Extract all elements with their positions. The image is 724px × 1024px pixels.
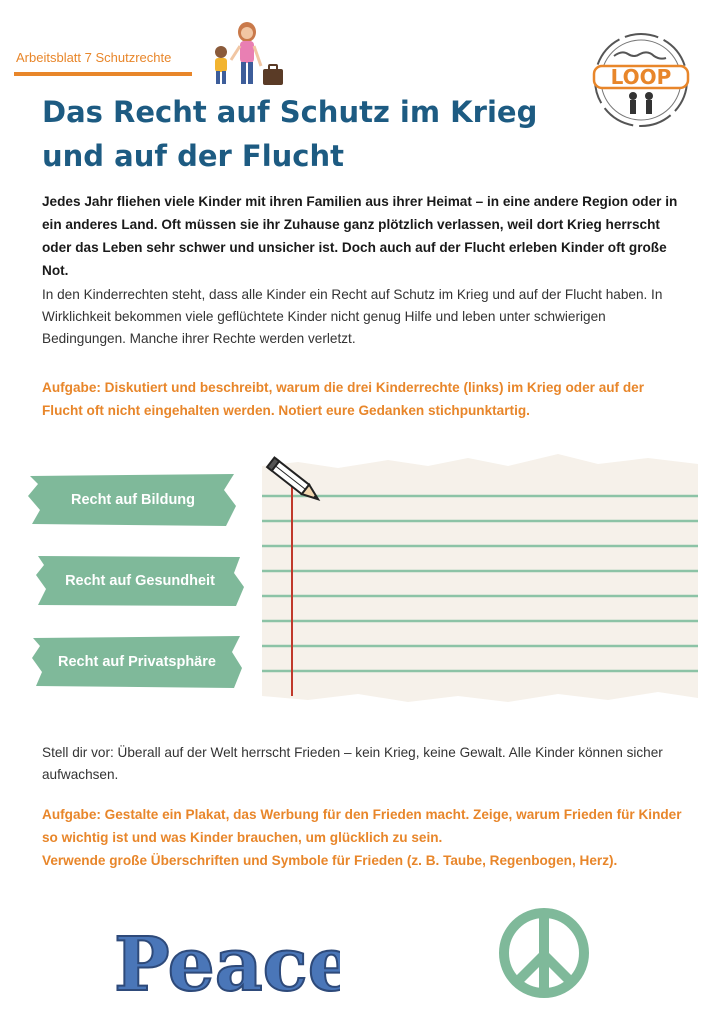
- task-2-line-1: Aufgabe: Gestalte ein Plakat, das Werbung für den Frieden macht. Zeige, warum Frieden für Kinder so wichtig ist und was Kinder brauchen, um glücklich zu sein.: [42, 807, 682, 845]
- body-paragraph-2: Stell dir vor: Überall auf der Welt herrscht Frieden – kein Krieg, keine Gewalt. Alle Kinder können sicher aufwachsen.: [42, 745, 663, 782]
- title-line-2: und auf der Flucht: [42, 139, 344, 173]
- right-ribbon-health: [34, 553, 246, 609]
- loop-logo: [588, 30, 694, 130]
- page-title: [42, 90, 602, 178]
- peace-sign-icon: [496, 905, 592, 1001]
- right-ribbon-education: [26, 472, 240, 528]
- task-2-line-2: Verwende große Überschriften und Symbole für Frieden (z. B. Taube, Regenbogen, Herz).: [42, 853, 618, 868]
- peace-word-art: [108, 910, 340, 1008]
- peace-word-text: Peace: [114, 922, 340, 1008]
- logo-text: LOOP: [610, 65, 672, 89]
- task-2: [42, 803, 687, 872]
- intro-paragraph: Jedes Jahr fliehen viele Kinder mit ihren Familien aus ihrer Heimat – in eine andere Region oder in ein anderes Land. Oft müssen sie ihr Zuhause ganz plötzlich verlassen, weil dort Krieg herrscht oder das Leben sehr schwer und unsicher ist. Doch auch auf der Flucht erleben Kinder oft große Not.: [42, 194, 678, 278]
- right-ribbon-privacy: [30, 634, 244, 690]
- pencil-icon: [264, 452, 328, 512]
- task-1: Aufgabe: Diskutiert und beschreibt, warum die drei Kinderrechte (links) im Krieg oder auf der Flucht oft nicht eingehalten werden. Notiert eure Gedanken stichpunktartig.: [42, 380, 645, 418]
- worksheet-label: Arbeitsblatt 7 Schutzrechte: [16, 50, 172, 65]
- right-label-health: Recht auf Gesundheit: [65, 573, 215, 589]
- worksheet-underline: [14, 72, 192, 76]
- right-label-education: Recht auf Bildung: [70, 492, 196, 508]
- body-paragraph-1: In den Kinderrechten steht, dass alle Kinder ein Recht auf Schutz im Krieg und auf der Flucht haben. In Wirklichkeit bekommen viele geflüchtete Kinder nicht genug Hilfe und leben unter schwierigen Bedingungen. Manche ihrer Rechte werden verletzt.: [42, 287, 663, 346]
- right-label-privacy: Recht auf Privatsphäre: [58, 654, 216, 670]
- family-illustration: [203, 20, 291, 90]
- title-line-1: Das Recht auf Schutz im Krieg: [42, 95, 538, 129]
